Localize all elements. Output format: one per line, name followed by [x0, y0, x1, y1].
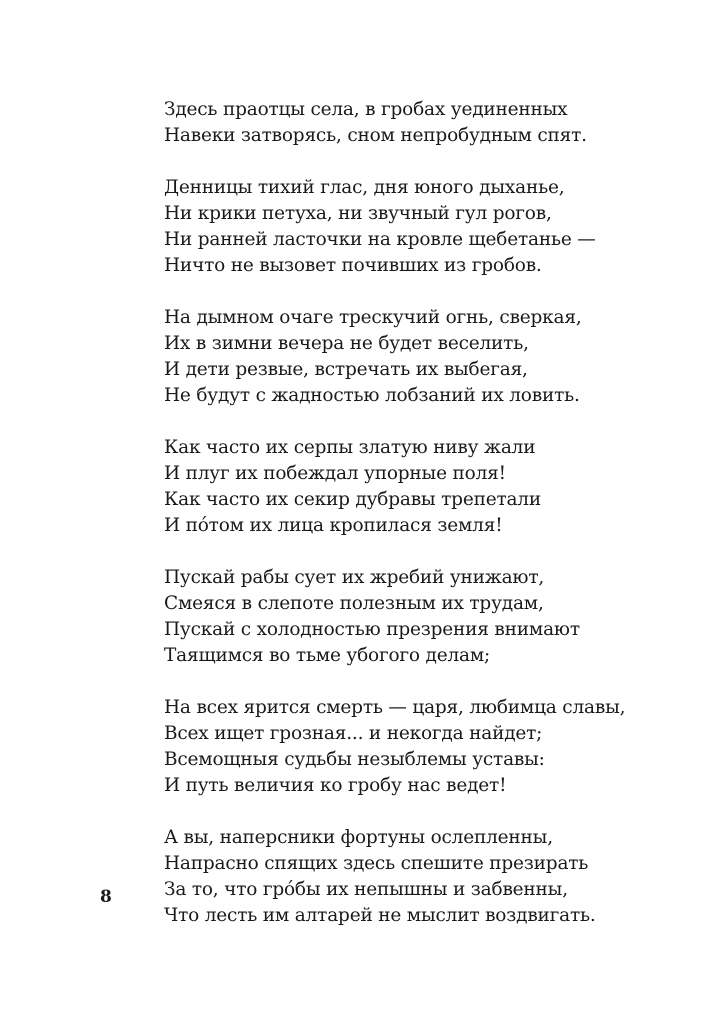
- poem-line: На всех ярится смерть — царя, любимца славы,: [164, 697, 626, 718]
- stanza-4: [164, 435, 684, 539]
- poem-line: Ни крики петуха, ни звучный гул рогов,: [164, 203, 552, 224]
- poem-line: И пóтом их лица кропилася земля!: [164, 515, 503, 536]
- poem-line: Напрасно спящих здесь спешите презирать: [164, 853, 589, 874]
- poem-line: Их в зимни вечера не будет веселить,: [164, 333, 529, 354]
- poem-line: Как часто их серпы златую ниву жали: [164, 437, 536, 458]
- stanza-3: [164, 305, 684, 409]
- poem-line: Здесь праотцы села, в гробах уединенных: [164, 99, 568, 120]
- poem-line: А вы, наперсники фортуны ослепленны,: [164, 827, 553, 848]
- stanza-5: [164, 565, 684, 669]
- poem-line: Что лесть им алтарей не мыслит воздвигать.: [164, 905, 596, 926]
- stanza-1: [164, 97, 684, 149]
- poem-line: Не будут с жадностью лобзаний их ловить.: [164, 385, 580, 406]
- poem-line: Навеки затворясь, сном непробудным спят.: [164, 125, 587, 146]
- stanza-2: [164, 175, 684, 279]
- poem-line: Пускай рабы сует их жребий унижают,: [164, 567, 545, 588]
- poem-line: Ничто не вызовет почивших из гробов.: [164, 255, 542, 276]
- poem-line: Смеяся в слепоте полезным их трудам,: [164, 593, 544, 614]
- poem-line: За то, что грóбы их непышны и забвенны,: [164, 879, 568, 900]
- poem-line: Всемощныя судьбы незыблемы уставы:: [164, 749, 545, 770]
- page-number: 8: [100, 887, 112, 907]
- poem-line: Таящимся во тьме убогого делам;: [164, 645, 491, 666]
- poem-line: И путь величия ко гробу нас ведет!: [164, 775, 507, 796]
- poem-line: На дымном очаге трескучий огнь, сверкая,: [164, 307, 582, 328]
- poem-line: Как часто их секир дубравы трепетали: [164, 489, 541, 510]
- stanza-7: [164, 825, 684, 929]
- poem-line: Всех ищет грозная... и некогда найдет;: [164, 723, 543, 744]
- poem-line: Пускай с холодностью презрения внимают: [164, 619, 580, 640]
- poem-line: Денницы тихий глас, дня юного дыханье,: [164, 177, 565, 198]
- poem-line: И дети резвые, встречать их выбегая,: [164, 359, 528, 380]
- poem-text: [164, 97, 684, 955]
- poem-line: Ни ранней ласточки на кровле щебетанье —: [164, 229, 596, 250]
- poem-line: И плуг их побеждал упорные поля!: [164, 463, 506, 484]
- stanza-6: [164, 695, 684, 799]
